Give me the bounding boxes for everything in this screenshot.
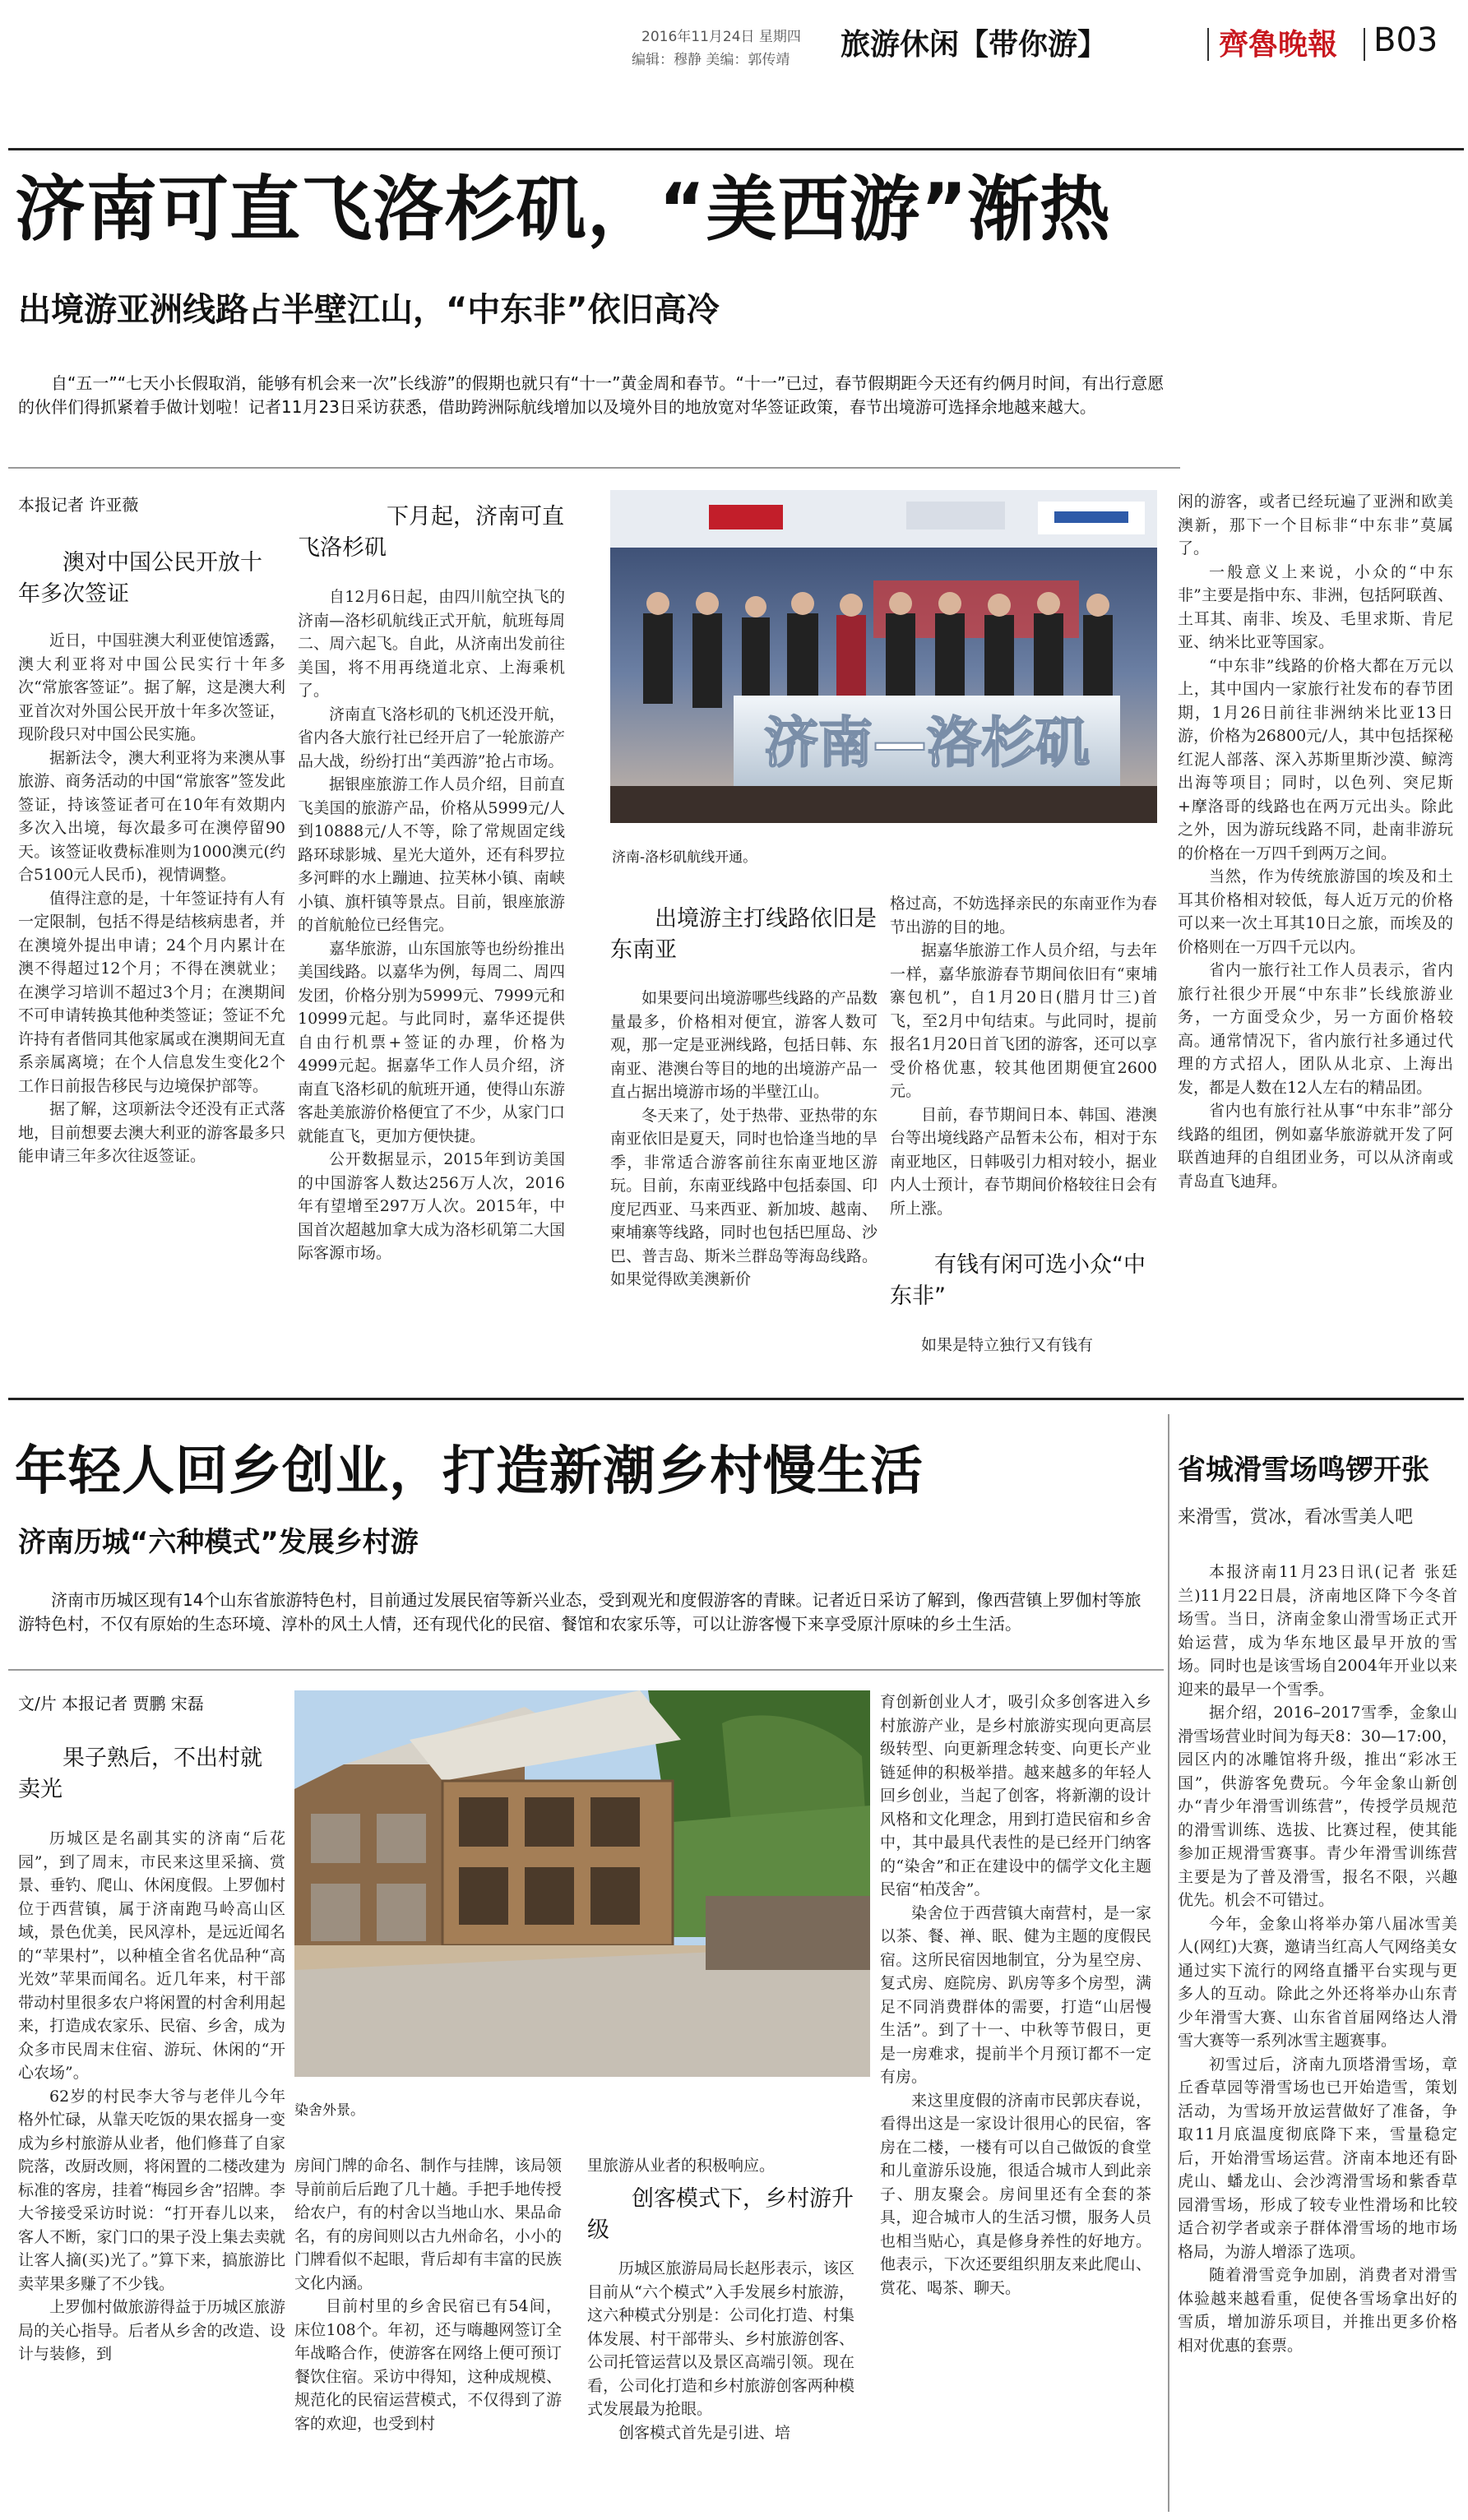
story2-col1-section-title: 果子熟后，不出村就卖光 bbox=[18, 1746, 262, 1802]
paragraph: 育创新创业人才，吸引众多创客进入乡村旅游产业，是乡村旅游实现向更高层级转型、向更新理念转变、向更长产业链延伸的积极举措。越来越多的年轻人回乡创业，当起了创客，将新潮的设计风格和文化理念，用到打造民宿和乡舍中，其中最具代表性的是已经开门纳客的“染舍”和正在建设中的儒学文化主题民宿“柏茂舍”。 bbox=[880, 1693, 1151, 1898]
story2-byline: 文/片 本报记者 贾鹏 宋磊 bbox=[18, 1694, 204, 1713]
section-title: 旅游休闲【带你游】 bbox=[841, 28, 1108, 62]
story-divider bbox=[8, 1398, 1464, 1400]
paragraph: 当然，作为传统旅游国的埃及和土耳其价格相对较低，每人近万元的价格可以来一次土耳其10日之旅，而埃及的价格则在一万四千元以内。 bbox=[1178, 867, 1453, 956]
paragraph: 历城区是名副其实的济南“后花园”，到了周末，市民来这里采摘、赏景、垂钓、爬山、休闲度假。上罗伽村位于西营镇，属于济南跑马岭高山区域，景色优美，民风淳朴，是远近闻名的“苹果村”，以种植全省名优品种“高光效”苹果而闻名。近几年来，村干部带动村里很多农户将闲置的村舍利用起来，打造成农家乐、民宿、乡舍，成为众多市民周末住宿、游玩、休闲的“开心农场”。 bbox=[18, 1829, 285, 2082]
story1-headline: 济南可直飞洛杉矶，“美西游”渐热 bbox=[15, 169, 1112, 251]
paragraph: 目前村里的乡舍民宿已有54间，床位108个。年初，还与嗨趣网签订全年战略合作，使游客在网络上便可预订餐饮住宿。采访中得知，这种成规模、规范化的民宿运营模式，不仅得到了游客的欢迎，也受到村 bbox=[294, 2297, 562, 2433]
editor-credit: 编辑：穆静 美编：郭传靖 bbox=[632, 52, 790, 68]
paragraph: 值得注意的是，十年签证持有人有一定限制，包括不得是结核病患者，并在澳境外提出申请；24个月内累计在澳不得超过12个月；不得在澳就业；在澳学习培训不超过3个月；在澳期间不可申请转换其他种类签证；签证不允许持有者偕同其他家属或在澳期间无直系亲属离境；在个人信息发生变化2个工作日前报告移民与边境保护部等。 bbox=[18, 889, 285, 1095]
paragraph: 公开数据显示，2015年到访美国的中国游客人数达256万人次，2016年有望增至297万人次。2015年，中国首次超越加拿大成为洛杉矶第二大国际客源市场。 bbox=[298, 1150, 565, 1262]
paragraph: 自12月6日起，由四川航空执飞的济南—洛杉矶航线正式开航，航班每周二、周六起飞。自此，从济南出发前往美国，将不用再绕道北京、上海乘机了。 bbox=[298, 588, 565, 700]
story2-column-1 bbox=[18, 1827, 285, 2366]
story1-col3-section-title: 出境游主打线路依旧是东南亚 bbox=[610, 906, 877, 963]
paragraph: 本报济南11月23日讯(记者 张廷兰)11月22日晨，济南地区降下今冬首场雪。当日，济南金象山滑雪场正式开始运营，成为华东地区最早开放的雪场。同时也是该雪场自2004年开业以来迎来的最早一个雪季。 bbox=[1178, 1563, 1457, 1699]
paragraph: 据新法令，澳大利亚将为来澳从事旅游、商务活动的中国“常旅客”签发此签证，持该签证者可在10年有效期内多次入出境，每次最多可在澳停留90天。该签证收费标准则为1000澳元(约合5100元人民币)，视情调整。 bbox=[18, 748, 285, 884]
story1-column-5 bbox=[1178, 490, 1453, 1193]
header-rule bbox=[8, 148, 1464, 150]
paragraph: 省内一旅行社工作人员表示，省内旅行社很少开展“中东非”长线旅游业务，一方面受众少，另一方面价格较高。通常情况下，省内旅行社多通过代理的方式招人，团队从北京、上海出发，都是人数在12人左右的精品团。 bbox=[1178, 961, 1453, 1097]
paragraph: 省内也有旅行社从事“中东非”部分线路的组团，例如嘉华旅游就开发了阿联酋迪拜的自组团业务，可以从济南或青岛直飞迪拜。 bbox=[1178, 1102, 1453, 1191]
story2-subhead: 济南历城“六种模式”发展乡村游 bbox=[18, 1526, 419, 1559]
side-subhead: 来滑雪，赏冰，看冰雪美人吧 bbox=[1178, 1507, 1414, 1528]
column-divider bbox=[1168, 1414, 1169, 2512]
story1-column-4 bbox=[890, 892, 1157, 1220]
paragraph: 冬天来了，处于热带、亚热带的东南亚依旧是夏天，同时也恰逢当地的旱季，非常适合游客前往东南亚地区游玩。目前，东南亚线路中包括泰国、印度尼西亚、马来西亚、新加坡、越南、柬埔寨等线路，同时也包括巴厘岛、沙巴、普吉岛、斯米兰群岛等海岛线路。如果觉得欧美澳新价 bbox=[610, 1106, 878, 1288]
story1-column-3 bbox=[610, 987, 878, 1292]
photo-caption: 济南-洛杉矶航线开通。 bbox=[612, 849, 757, 866]
header-separator bbox=[1364, 28, 1365, 61]
paragraph: 来这里度假的济南市民郭庆春说，看得出这是一家设计很用心的民宿，客房在二楼，一楼有可以自己做饭的食堂和儿童游乐设施，很适合城市人到此亲子、朋友聚会。房间里还有全套的茶具，迎合城市人的生活习惯，服务人员也相当贴心，真是修身养性的好地方。他表示，下次还要组织朋友来此爬山、赏花、喝茶、聊天。 bbox=[880, 2091, 1151, 2297]
paragraph: 格过高，不妨选择亲民的东南亚作为春节出游的目的地。 bbox=[890, 895, 1157, 936]
paragraph: 初雪过后，济南九顶塔滑雪场，章丘香草园等滑雪场也已开始造雪，策划活动，为雪场开放运营做好了准备，争取11月底温度彻底降下来，雪量稳定后，开始滑雪场运营。济南本地还有卧虎山、蟠龙山、会沙湾滑雪场和紫香草园滑雪场，形成了较专业性滑场和比较适合初学者或亲子群体滑雪场的地市场格局，为游人增添了选项。 bbox=[1178, 2055, 1457, 2261]
story1-col4-section-title: 有钱有闲可选小众“中东非” bbox=[890, 1252, 1146, 1309]
lead-rule bbox=[8, 1669, 1164, 1671]
story2-column-4 bbox=[880, 1690, 1151, 2300]
story2-lead: 济南市历城区现有14个山东省旅游特色村，目前通过发展民宿等新兴业态，受到观光和度假游客的青睐。记者近日采访了解到，像西营镇上罗伽村等旅游特色村，不仅有原始的生态环境、淳朴的风土人情，还有现代化的民宿、餐馆和农家乐等，可以让游客慢下来享受原汁原味的乡土生活。 bbox=[18, 1590, 1142, 1634]
guesthouse-photo bbox=[294, 1690, 870, 2077]
page-number: B03 bbox=[1373, 21, 1438, 59]
paragraph: 62岁的村民李大爷与老伴儿今年格外忙碌，从靠天吃饭的果农摇身一变成为乡村旅游从业者，他们修葺了自家院落，改厨改厕，将闲置的二楼改建为标准的客房，挂着“梅园乡舍”招牌。李大爷接受采访时说：“打开春儿以来，客人不断，家门口的果子没上集去卖就让客人摘(买)光了。”算下来，搞旅游比卖苹果多赚了不少钱。 bbox=[18, 2087, 285, 2293]
story1-col2-section-title: 下月起，济南可直飞洛杉矶 bbox=[298, 504, 564, 561]
paragraph: 目前，春节期间日本、韩国、港澳台等出境线路产品暂未公布，相对于东南亚地区，日韩吸引力相对较小，据业内人士预计，春节期间价格较往日会有所上涨。 bbox=[890, 1105, 1157, 1218]
paragraph: 据了解，这项新法令还没有正式落地，目前想要去澳大利亚的游客最多只能申请三年多次往返签证。 bbox=[18, 1100, 285, 1165]
paragraph: 里旅游从业者的积极响应。 bbox=[587, 2157, 776, 2175]
paragraph: 创客模式首先是引进、培 bbox=[618, 2423, 791, 2442]
side-story-body bbox=[1178, 1561, 1457, 2357]
story1-column-4-tail bbox=[890, 1334, 1157, 1357]
paragraph: 如果是特立独行又有钱有 bbox=[921, 1336, 1094, 1354]
story1-column-2 bbox=[298, 585, 565, 1265]
paragraph: 近日，中国驻澳大利亚使馆透露，澳大利亚将对中国公民实行十年多次“常旅客签证”。据了解，这是澳大利亚首次对外国公民开放十年多次签证，现阶段只对中国公民实施。 bbox=[18, 631, 285, 743]
route-launch-photo bbox=[610, 490, 1157, 823]
paragraph: 历城区旅游局局长赵彤表示，该区目前从“六个模式”入手发展乡村旅游，这六种模式分别是：公司化打造、村集体发展、村干部带头、乡村旅游创客、公司托管运营以及景区高端引领。现在看，公司化打造和乡村旅游创客两种模式发展最为抢眼。 bbox=[587, 2259, 854, 2418]
story1-col1-section-title: 澳对中国公民开放十年多次签证 bbox=[18, 550, 262, 607]
paragraph: 上罗伽村做旅游得益于历城区旅游局的关心指导。后者从乡舍的改造、设计与装修，到 bbox=[18, 2298, 285, 2363]
paper-logo: 齊魯晚報 bbox=[1219, 27, 1338, 62]
story1-byline: 本报记者 许亚薇 bbox=[18, 495, 139, 515]
side-headline: 省城滑雪场鸣锣开张 bbox=[1178, 1454, 1429, 1487]
story2-col3-section-title: 创客模式下，乡村游升级 bbox=[587, 2186, 854, 2243]
story1-column-1 bbox=[18, 629, 285, 1168]
lead-rule bbox=[8, 467, 1180, 469]
story1-lead: 自“五一”“七天小长假取消，能够有机会来一次”长线游”的假期也就只有“十一”黄金周和春节。“十一”已过，春节假期距今天还有约俩月时间，有出行意愿的伙伴们得抓紧着手做计划啦！记者11月23日采访获悉，借助跨洲际航线增加以及境外目的地放宽对华签证政策，春节出境游可选择余地越来越大。 bbox=[18, 373, 1165, 417]
paragraph: 济南直飞洛杉矶的飞机还没开航，省内各大旅行社已经开启了一轮旅游产品大战，纷纷打出“美西游”抢占市场。 bbox=[298, 705, 565, 770]
paragraph: 据介绍，2016–2017雪季，金象山滑雪场营业时间为每天8：30—17:00，园区内的冰雕馆将升级，推出“彩冰王国”，供游客免费玩。今年金象山新创办“青少年滑雪训练营”，传授学员规范的滑雪训练、选拔、比赛过程，使其能参加正规滑雪赛事。青少年滑雪训练营主要是为了普及滑雪，报名不限，兴趣优先。机会不可错过。 bbox=[1178, 1704, 1457, 1909]
issue-date: 2016年11月24日 星期四 bbox=[641, 29, 801, 45]
paragraph: 据嘉华旅游工作人员介绍，与去年一样，嘉华旅游春节期间依旧有“柬埔寨包机”，自1月20日(腊月廿三)首飞，至2月中旬结束。与此同时，提前报名1月20日首飞团的游客，还可以享受价格优惠，较其他团期便宜2600元。 bbox=[890, 941, 1157, 1100]
paragraph: 今年，金象山将举办第八届冰雪美人(网红)大赛，邀请当红高人气网络美女通过实下流行的网络直播平台实现与更多人的互动。除此之外还将举办山东青少年滑雪大赛、山东省首届网络达人滑雪大赛等一系列冰雪主题赛事。 bbox=[1178, 1914, 1457, 2050]
story2-column-2 bbox=[294, 2154, 562, 2435]
paragraph: 染舍位于西营镇大南营村，是一家以茶、餐、禅、眠、健为主题的度假民宿。这所民宿因地制宜，分为星空房、复式房、庭院房、趴房等多个房型，满足不同消费群体的需要，打造“山居慢生活”。到了十一、中秋等节假日，更是一房难求，提前半个月预订都不一定有房。 bbox=[880, 1903, 1151, 2086]
paragraph: 闲的游客，或者已经玩遍了亚洲和欧美澳新，那下一个目标非“中东非”莫属了。 bbox=[1178, 492, 1453, 557]
paragraph: 房间门牌的命名、制作与挂牌，该局领导前前后后跑了几十趟。手把手地传授给农户，有的村舍以当地山水、果品命名，有的房间则以古九州命名，小小的门牌看似不起眼，背后却有丰富的民族文化内涵。 bbox=[294, 2157, 562, 2292]
paragraph: 一般意义上来说，小众的“中东非”主要是指中东、非洲，包括阿联酋、土耳其、南非、埃及、毛里求斯、肯尼亚、纳米比亚等国家。 bbox=[1178, 562, 1453, 651]
story2-column-3-body bbox=[587, 2257, 854, 2444]
story2-column-3 bbox=[587, 2154, 854, 2178]
paragraph: 嘉华旅游，山东国旅等也纷纷推出美国线路。以嘉华为例，每周二、周四发团，价格分别为5999元、7999元和10999元起。与此同时，嘉华还提供自由行机票+签证的办理，价格为4999元起。据嘉华工作人员介绍，济南直飞洛杉矶的航班开通，使得山东游客赴美旅游价格便宜了不少，从家门口就能直飞，更加方便快捷。 bbox=[298, 939, 565, 1145]
banner-text: 济南—洛杉矶 bbox=[764, 711, 1090, 774]
paragraph: 如果要问出境游哪些线路的产品数量最多，价格相对便宜，游客人数可观，那一定是亚洲线路，包括日韩、东南亚、港澳台等目的地的出境游产品一直占据出境游市场的半壁江山。 bbox=[610, 989, 878, 1101]
paragraph: 随着滑雪竞争加剧，消费者对滑雪体验越来越看重，促使各雪场拿出好的雪质，增加游乐项目，并推出更多价格相对优惠的套票。 bbox=[1178, 2266, 1457, 2355]
story2-headline: 年轻人回乡创业，打造新潮乡村慢生活 bbox=[15, 1441, 924, 1502]
paragraph: 据银座旅游工作人员介绍，目前直飞美国的旅游产品，价格从5999元/人到10888元/人不等，除了常规固定线路环球影城、星光大道外，还有科罗拉多河畔的水上蹦迪、拉芙林小镇、南峡小镇、旗杆镇等景点。目前，银座旅游的首航舱位已经售完。 bbox=[298, 775, 565, 934]
launch-ceremony-image bbox=[610, 490, 1157, 823]
paragraph: “中东非”线路的价格大都在万元以上，其中国内一家旅行社发布的春节团期，1月26日前往非洲纳米比亚13日游，价格为26800元/人，其中包括探秘红泥人部落、深入苏斯里斯沙漠、鲸湾出海等项目；同时，以色列、突尼斯+摩洛哥的线路也在两万元出头。除此之外，因为游玩线路不同，赴南非游玩的价格在一万四千到两万之间。 bbox=[1178, 656, 1453, 862]
guesthouse-exterior-image bbox=[294, 1690, 870, 2077]
story1-subhead: 出境游亚洲线路占半壁江山，“中东非”依旧高冷 bbox=[18, 291, 720, 329]
header-separator bbox=[1207, 28, 1209, 61]
photo-caption: 染舍外景。 bbox=[294, 2102, 364, 2119]
